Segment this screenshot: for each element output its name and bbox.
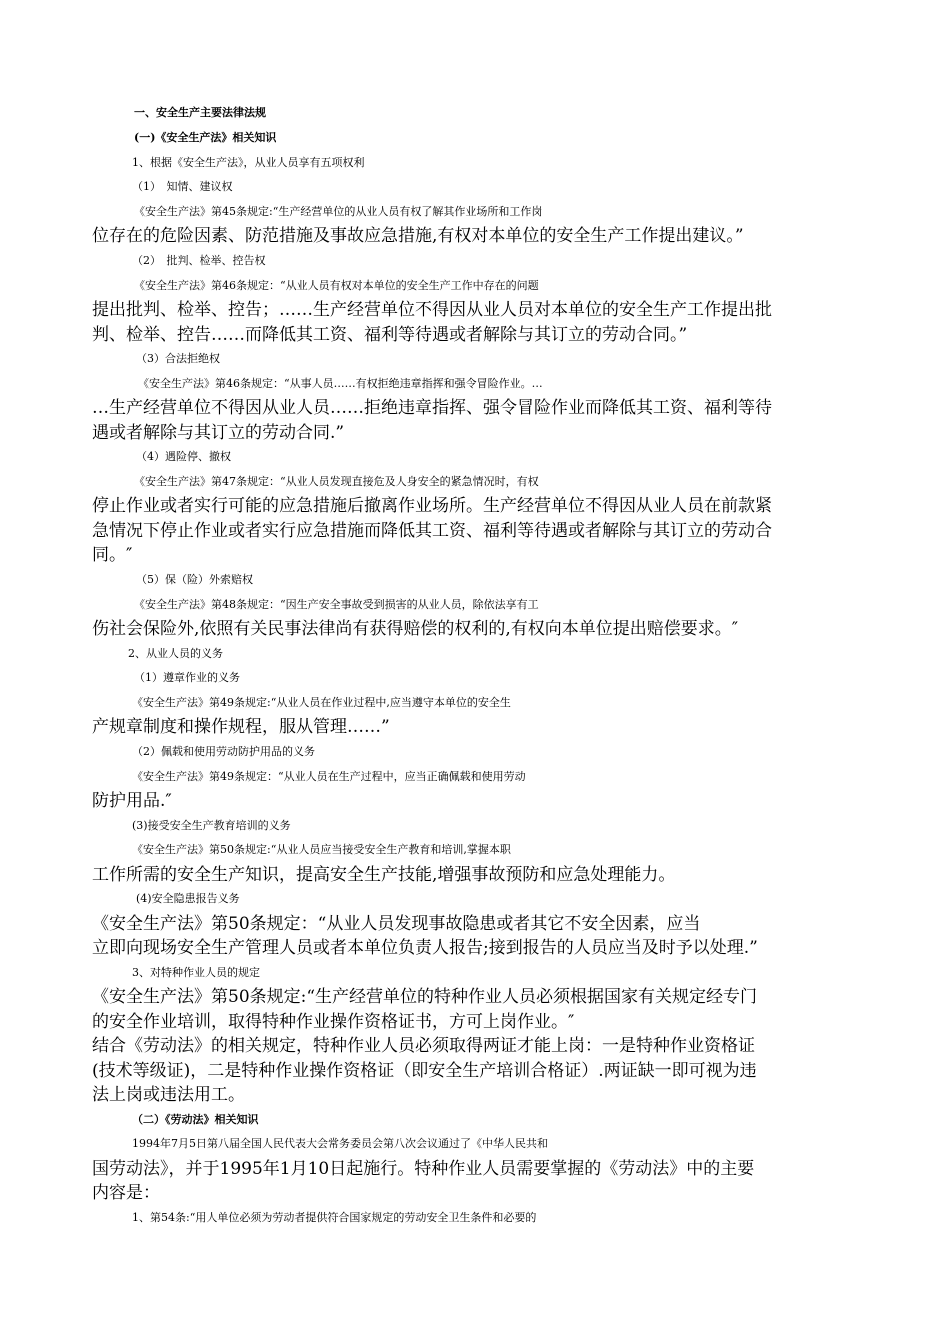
text-line: 伤社会保险外,依照有关民事法律尚有获得赔偿的权利的,有权向本单位提出赔偿要求。″: [92, 619, 739, 639]
text-line: 判、检举、控告……而降低其工资、福利等待遇或者解除与其订立的劳动合同。”: [92, 325, 688, 345]
text-line: 《安全生产法》第47条规定：“从业人员发现直接危及人身安全的紧急情况时，有权: [134, 475, 539, 488]
text-line: …生产经营单位不得因从业人员……拒绝违章指挥、强令冒险作业而降低其工资、福利等待: [92, 398, 772, 418]
text-line: 立即向现场安全生产管理人员或者本单位负责人报告;接到报告的人员应当及时予以处理.”: [92, 938, 758, 958]
text-line: 提出批判、检举、控告；……生产经营单位不得因从业人员对本单位的安全生产工作提出批: [92, 300, 772, 320]
text-line: 内容是：: [92, 1183, 160, 1203]
text-line: 停止作业或者实行可能的应急措施后撤离作业场所。生产经营单位不得因从业人员在前款紧: [92, 496, 772, 516]
text-line: （2） 批判、检举、控告权: [132, 254, 266, 267]
text-line: 产规章制度和操作规程，服从管理……”: [92, 717, 390, 737]
text-line: 1、根据《安全生产法》，从业人员享有五项权利: [132, 156, 365, 169]
text-line: 1994年7月5日第八届全国人民代表大会常务委员会第八次会议通过了《中华人民共和: [132, 1137, 548, 1150]
text-line: （5）保（险）外索赔权: [136, 573, 253, 586]
text-line: 《安全生产法》第48条规定：“因生产安全事故受到损害的从业人员，除依法享有工: [134, 598, 539, 611]
text-line: 《安全生产法》第49条规定：“从业人员在生产过程中，应当正确佩载和使用劳动: [132, 770, 526, 783]
section-heading: (一)《安全生产法》相关知识: [134, 131, 277, 144]
text-line: 《安全生产法》第50条规定:“从业人员应当接受安全生产教育和培训,掌握本职: [132, 843, 511, 856]
text-line: 2、从业人员的义务: [128, 647, 223, 660]
text-line: 《安全生产法》第46条规定：“从业人员有权对本单位的安全生产工作中存在的问题: [134, 279, 539, 292]
text-line: 遇或者解除与其订立的劳动合同.”: [92, 423, 345, 443]
text-line: 位存在的危险因素、防范措施及事故应急措施,有权对本单位的安全生产工作提出建议。”: [92, 226, 744, 246]
text-line: 法上岗或违法用工。: [92, 1085, 245, 1105]
text-line: (技术等级证)，二是特种作业操作资格证（即安全生产培训合格证）.两证缺一即可视为违: [92, 1061, 757, 1081]
text-line: 的安全作业培训，取得特种作业操作资格证书，方可上岗作业。″: [92, 1012, 575, 1032]
text-line: 1、第54条:“用人单位必须为劳动者提供符合国家规定的劳动安全卫生条件和必要的: [132, 1211, 537, 1224]
section-heading: 一、安全生产主要法律法规: [134, 106, 266, 119]
text-line: (4)安全隐患报告义务: [136, 892, 240, 905]
text-line: 《安全生产法》第49条规定:“从业人员在作业过程中,应当遵守本单位的安全生: [132, 696, 511, 709]
text-line: （1） 知情、建议权: [132, 180, 233, 193]
text-line: 急情况下停止作业或者实行应急措施而降低其工资、福利等待遇或者解除与其订立的劳动合: [92, 521, 772, 541]
text-line: 《安全生产法》第50条规定：“从业人员发现事故隐患或者其它不安全因素，应当: [92, 914, 701, 934]
text-line: (3)接受安全生产教育培训的义务: [132, 819, 291, 832]
text-line: 《安全生产法》第45条规定:“生产经营单位的从业人员有权了解其作业场所和工作岗: [134, 205, 543, 218]
text-line: 同。″: [92, 545, 133, 565]
text-line: 结合《劳动法》的相关规定，特种作业人员必须取得两证才能上岗：一是特种作业资格证: [92, 1036, 755, 1056]
text-line: （4）遇险停、撤权: [136, 450, 231, 463]
text-line: （2）佩载和使用劳动防护用品的义务: [132, 745, 315, 758]
text-line: （3）合法拒绝权: [136, 352, 220, 365]
text-line: 防护用品.″: [92, 791, 172, 811]
section-heading: （二）《劳动法》相关知识: [132, 1113, 259, 1126]
text-line: （1）遵章作业的义务: [134, 671, 240, 684]
text-line: 《安全生产法》第46条规定：“从事人员……有权拒绝违章指挥和强令冒险作业。…: [138, 377, 543, 390]
text-line: 国劳动法》，并于1995年1月10日起施行。特种作业人员需要掌握的《劳动法》中的主要: [92, 1159, 755, 1179]
text-line: 工作所需的安全生产知识，提高安全生产技能,增强事故预防和应急处理能力。: [92, 865, 676, 885]
text-line: 《安全生产法》第50条规定:“生产经营单位的特种作业人员必须根据国家有关规定经专门: [92, 987, 758, 1007]
text-line: 3、对特种作业人员的规定: [132, 966, 260, 979]
